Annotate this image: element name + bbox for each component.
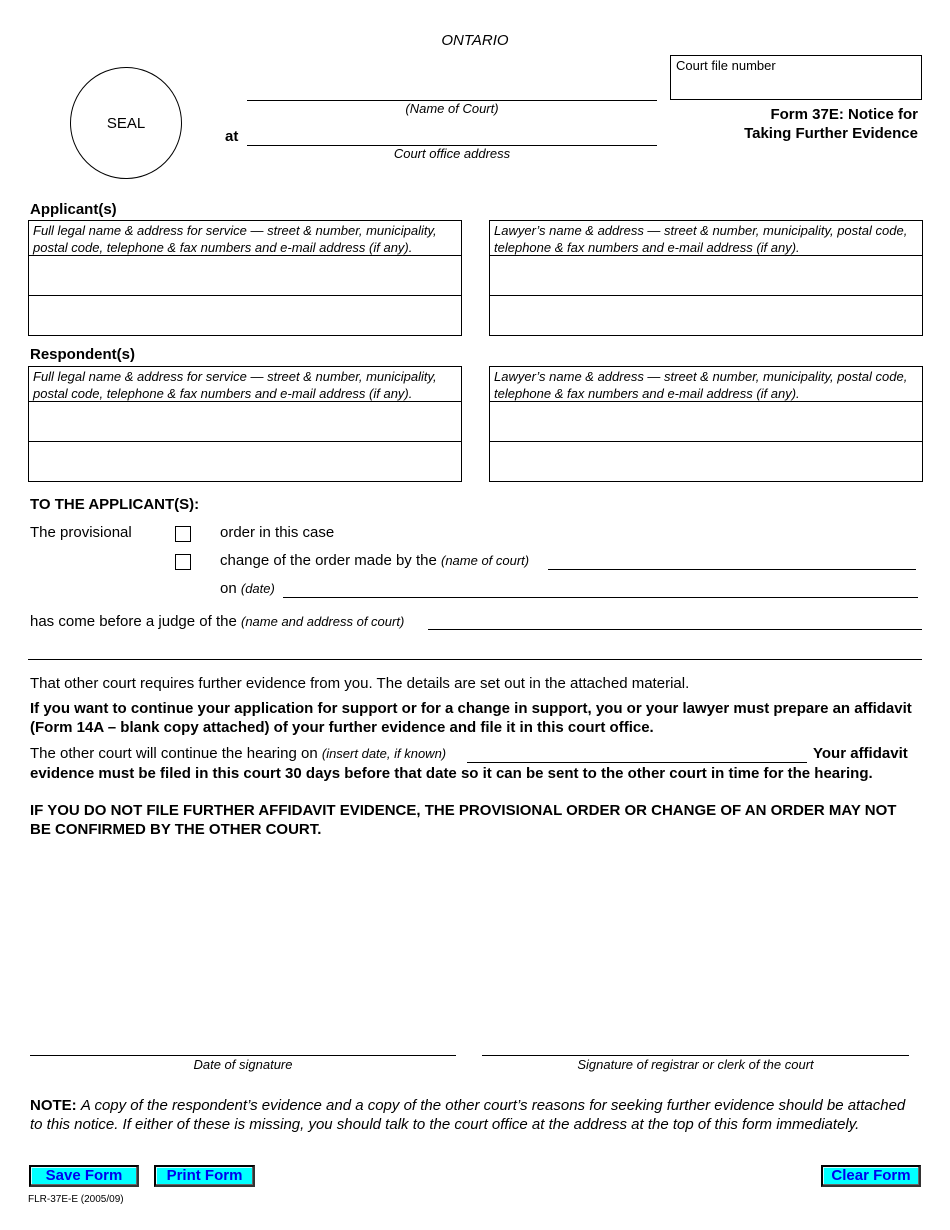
- respondent-party-box: [28, 366, 462, 482]
- provisional-label: The provisional: [30, 524, 132, 541]
- date-of-signature-field[interactable]: [30, 1055, 456, 1056]
- form-code: FLR-37E-E (2005/09): [28, 1194, 124, 1205]
- on-label: on: [220, 580, 237, 597]
- note-text: A copy of the respondent’s evidence and a copy of the other court’s reasons for seeking further evidence should be attached to this notice. If either of these is missing, you should talk to the court office at the address at the top of this form immediately.: [30, 1097, 906, 1133]
- affidavit-text-part1: Your affidavit: [813, 745, 908, 762]
- form-title: [670, 105, 918, 143]
- court-address-caption: Court office address: [393, 146, 511, 161]
- change-order-checkbox[interactable]: [175, 554, 191, 570]
- court-name-caption: (Name of Court): [405, 101, 499, 116]
- note-label: NOTE:: [30, 1097, 77, 1114]
- applicant-party-line-1[interactable]: [29, 256, 461, 296]
- applicants-heading: Applicant(s): [30, 201, 117, 218]
- on-date-label-group: [220, 580, 275, 597]
- name-of-court-hint: (name of court): [440, 553, 530, 568]
- province-title: ONTARIO: [441, 32, 509, 49]
- respondent-party-line-1[interactable]: [29, 402, 461, 442]
- change-order-option: [220, 552, 529, 569]
- applicant-lawyer-line-2[interactable]: [490, 296, 922, 335]
- order-date-field[interactable]: [283, 597, 918, 598]
- to-applicants-heading: TO THE APPLICANT(S):: [30, 496, 200, 513]
- applicant-party-box: [28, 220, 462, 336]
- judge-court-field-2[interactable]: [28, 659, 922, 660]
- clear-form-button[interactable]: Clear Form: [821, 1165, 921, 1187]
- name-of-court-field[interactable]: [548, 569, 916, 570]
- at-label: at: [225, 128, 239, 145]
- note-paragraph: [30, 1097, 920, 1134]
- order-checkbox[interactable]: [175, 526, 191, 542]
- registrar-signature-field[interactable]: [482, 1055, 909, 1056]
- hearing-date-field[interactable]: [467, 762, 807, 763]
- applicant-lawyer-line-1[interactable]: [490, 256, 922, 296]
- hearing-date-hint: (insert date, if known): [321, 746, 447, 761]
- further-evidence-text: That other court requires further evidence from you. The details are set out in the attached material.: [30, 675, 690, 692]
- seal-circle: [70, 67, 182, 179]
- respondent-lawyer-line-1[interactable]: [490, 402, 922, 442]
- registrar-signature-caption: Signature of registrar or clerk of the court: [577, 1057, 814, 1072]
- applicant-lawyer-caption: Lawyer’s name & address — street & number, municipality, postal code, telephone & fax numbers and e-mail address (if any).: [490, 221, 922, 256]
- judge-court-field-1[interactable]: [428, 629, 922, 630]
- applicant-party-caption: Full legal name & address for service — street & number, municipality, postal code, telephone & fax numbers and e-mail address (if any).: [29, 221, 461, 256]
- affidavit-text-part2: evidence must be filed in this court 30 days before that date so it can be sent to the other court in time for the hearing.: [30, 765, 873, 782]
- respondent-party-caption: Full legal name & address for service — street & number, municipality, postal code, telephone & fax numbers and e-mail address (if any).: [29, 367, 461, 402]
- print-form-button[interactable]: Print Form: [154, 1165, 255, 1187]
- respondent-lawyer-caption: Lawyer’s name & address — street & number, municipality, postal code, telephone & fax numbers and e-mail address (if any).: [490, 367, 922, 402]
- respondent-lawyer-box: [489, 366, 923, 482]
- court-file-number-field[interactable]: [670, 55, 922, 100]
- respondent-lawyer-line-2[interactable]: [490, 442, 922, 481]
- judge-label: has come before a judge of the: [30, 613, 237, 630]
- court-file-number-label: Court file number: [676, 58, 776, 73]
- respondent-party-line-2[interactable]: [29, 442, 461, 481]
- form-title-line2: Taking Further Evidence: [744, 125, 918, 142]
- order-option-label: order in this case: [220, 524, 335, 541]
- date-hint: (date): [240, 581, 275, 596]
- form-title-line1: Form 37E: Notice for: [770, 106, 918, 123]
- judge-court-hint: (name and address of court): [240, 614, 405, 629]
- respondents-heading: Respondent(s): [30, 346, 135, 363]
- judge-label-group: [30, 613, 404, 630]
- applicant-party-line-2[interactable]: [29, 296, 461, 335]
- seal-label: SEAL: [106, 114, 146, 132]
- applicant-lawyer-box: [489, 220, 923, 336]
- save-form-button[interactable]: Save Form: [29, 1165, 139, 1187]
- warning-text: IF YOU DO NOT FILE FURTHER AFFIDAVIT EVIDENCE, THE PROVISIONAL ORDER OR CHANGE OF AN ORDER MAY NOT BE CONFIRMED BY THE OTHER COURT.: [30, 802, 897, 838]
- continue-application-text: If you want to continue your application for support or for a change in support, you or your lawyer must prepare an affidavit (Form 14A – blank copy attached) of your further evidence and file it in this court office.: [30, 700, 912, 736]
- date-of-signature-caption: Date of signature: [193, 1057, 293, 1072]
- hearing-label-group: [30, 745, 446, 762]
- change-order-label: change of the order made by the: [220, 552, 437, 569]
- hearing-label: The other court will continue the hearing on: [30, 745, 318, 762]
